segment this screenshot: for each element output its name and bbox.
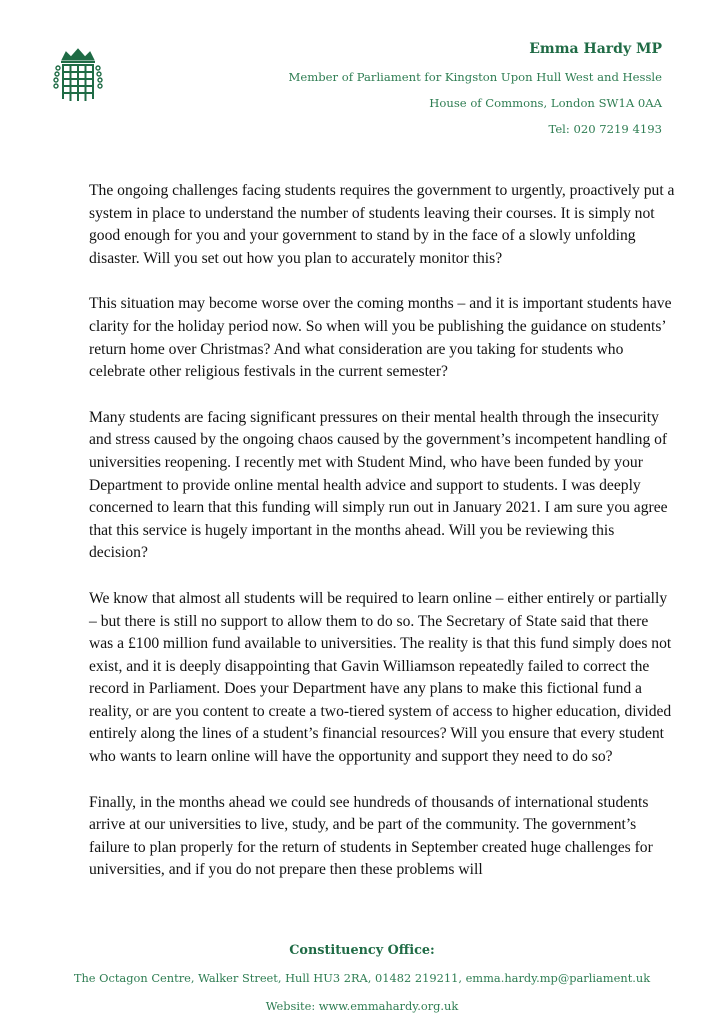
letter-body xyxy=(89,180,675,905)
paragraph: Finally, in the months ahead we could see hundreds of thousands of international students arrive at our universities to live, study, and be part of the community. The government’s failure to plan properly for the return of students in September created huge challenges for universities, and if you do not prepare then these problems will xyxy=(89,793,653,879)
paragraph: The ongoing challenges facing students requires the government to urgently, proactively put a system in place to understand the number of students leaving their courses. It is simply not good enough for you and your government to stand by in the face of a slowly unfolding disaster. Will you set out how you plan to accurately monitor this? xyxy=(89,182,675,267)
footer xyxy=(0,942,724,1014)
letterhead xyxy=(289,38,662,137)
portcullis-icon xyxy=(52,46,104,108)
website-link[interactable]: Website: www.emmahardy.org.uk xyxy=(265,999,459,1013)
office-address: House of Commons, London SW1A 0AA xyxy=(429,96,662,110)
office-telephone: Tel: 020 7219 4193 xyxy=(548,122,662,136)
constituency-address: The Octagon Centre, Walker Street, Hull HU3 2RA, 01482 219211, emma.hardy.mp@parliament.uk xyxy=(73,971,651,985)
constituency-office-heading: Constituency Office: xyxy=(289,943,435,958)
paragraph: We know that almost all students will be required to learn online – either entirely or partially – but there is still no support to allow them to do so. The Secretary of State said that there was a £100 million fund available to universities. The reality is that this fund simply does not exist, and it is deeply disappointing that Gavin Williamson repeatedly failed to correct the record in Parliament. Does your Department have any plans to make this fictional fund a reality, or are you content to create a two-tiered system of access to higher education, divided entirely along the lines of a student’s financial resources? Will you ensure that every student who wants to learn online will have the opportunity and support they need to do so? xyxy=(89,589,672,766)
paragraph: Many students are facing significant pressures on their mental health through the insecurity and stress caused by the ongoing chaos caused by the government’s incompetent handling of universities reopening. I recently met with Student Mind, who have been funded by your Department to provide online mental health advice and support to students. I was deeply concerned to learn that this funding will simply run out in January 2021. I am sure you agree that this service is hugely important in the months ahead. Will you be reviewing this decision? xyxy=(89,408,668,562)
paragraph: This situation may become worse over the coming months – and it is important students have clarity for the holiday period now. So when will you be publishing the guidance on students’ return home over Christmas? And what consideration are you taking for students who celebrate other religious festivals in the current semester? xyxy=(89,295,672,381)
mp-name: Emma Hardy MP xyxy=(529,41,662,57)
mp-role: Member of Parliament for Kingston Upon Hull West and Hessle xyxy=(288,70,662,84)
